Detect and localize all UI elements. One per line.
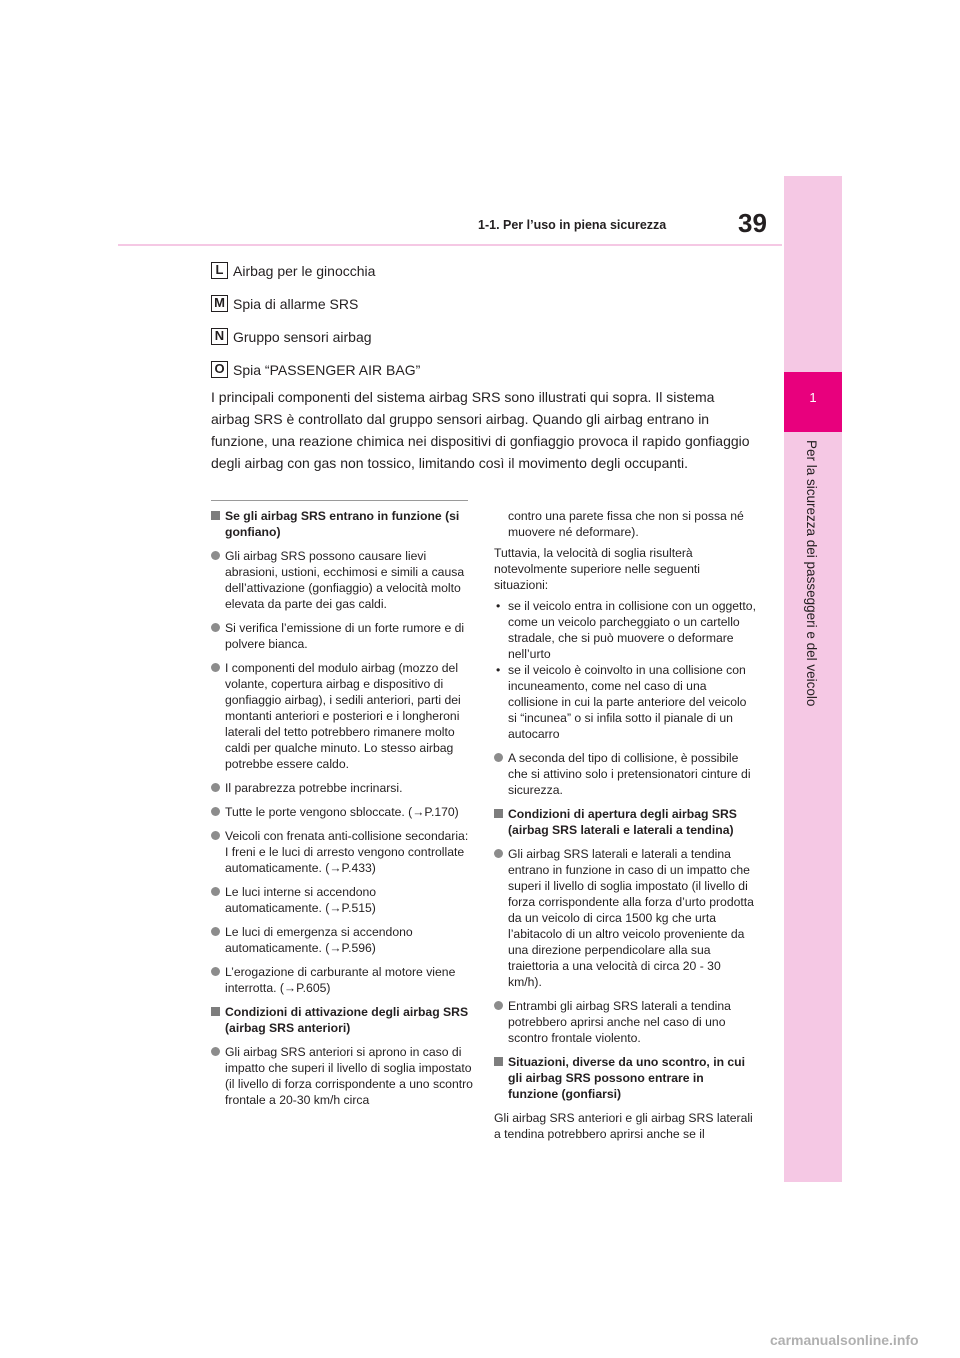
- note-heading: Situazioni, diverse da uno scontro, in cui gli airbag SRS possono entrare in funzione (gonfiarsi): [494, 1054, 756, 1102]
- dot-item: • se il veicolo è coinvolto in una collisione con incuneamento, come nel caso di una collisione in cui la parte anteriore del veicolo si “incunea” o si infila sotto il pianale di un autocarro: [494, 662, 756, 742]
- paragraph: Gli airbag SRS anteriori e gli airbag SRS laterali a tendina potrebbero aprirsi anche se il: [494, 1111, 753, 1141]
- note-bullet: Veicoli con frenata anti-collisione secondaria: I freni e le luci di arresto vengono controllate automaticamente. (→P.433): [211, 828, 473, 876]
- note-heading: Condizioni di apertura degli airbag SRS (airbag SRS laterali e laterali a tendina): [494, 806, 756, 838]
- section-title: 1-1. Per l’uso in piena sicurezza: [478, 218, 667, 232]
- note-heading: Condizioni di attivazione degli airbag SRS (airbag SRS anteriori): [211, 1004, 473, 1036]
- note-bullet: Il parabrezza potrebbe incrinarsi.: [211, 780, 473, 796]
- legend-label: Airbag per le ginocchia: [233, 262, 376, 279]
- legend-item: [211, 262, 375, 279]
- chapter-title: Per la sicurezza dei passeggeri e del veicolo: [804, 440, 819, 707]
- legend-letter: N: [211, 328, 228, 345]
- header-rule: [118, 244, 782, 246]
- note-bullet: Gli airbag SRS laterali e laterali a tendina entrano in funzione in caso di un impatto che superi il livello di soglia impostato (il livello di forza corrispondente alla forza d’urto prodotta da un veicolo di circa 1500 kg che urta l’abitacolo di un altro veicolo proveniente da una direzione perpendicolare alla sua traiettoria a una velocità di circa 20 - 30 km/h).: [494, 846, 756, 990]
- note-bullet: A seconda del tipo di collisione, è possibile che si attivino solo i pretensionatori cinture di sicurezza.: [494, 750, 756, 798]
- legend-item: [211, 361, 420, 378]
- legend-letter: O: [211, 361, 228, 378]
- note-bullet: I componenti del modulo airbag (mozzo del volante, copertura airbag e dispositivo di gonfiaggio airbag), i sedili anteriori, parti dei montanti anteriori e posteriori e i longheroni laterali del tetto potrebbero rimanere molto caldi per qualche minuto. Lo stesso airbag potrebbe essere caldo.: [211, 660, 473, 772]
- chapter-number: 1: [809, 390, 817, 405]
- legend-letter: M: [211, 295, 228, 312]
- legend-label: Spia “PASSENGER AIR BAG”: [233, 361, 421, 378]
- note-bullet: Le luci interne si accendono automaticamente. (→P.515): [211, 884, 473, 916]
- legend-label: Gruppo sensori airbag: [233, 328, 372, 345]
- legend-item: [211, 295, 358, 312]
- note-bullet: Gli airbag SRS anteriori si aprono in caso di impatto che superi il livello di soglia impostato (il livello di forza corrispondente a uno scontro frontale a 20-30 km/h circa: [211, 1044, 473, 1108]
- note-bullet: Le luci di emergenza si accendono automaticamente. (→P.596): [211, 924, 473, 956]
- legend-letter: L: [211, 262, 228, 279]
- right-column: [494, 508, 756, 1147]
- dot-item: • se il veicolo entra in collisione con un oggetto, come un veicolo parcheggiato o un cartello stradale, che si può muovere o deformare nell’urto: [494, 598, 756, 662]
- left-column: [211, 508, 473, 1116]
- intro-paragraph: I principali componenti del sistema airbag SRS sono illustrati qui sopra. Il sistema airbag SRS è controllato dal gruppo sensori airbag. Quando gli airbag entrano in funzione, una reazione chimica nei dispositivi di gonfiaggio provoca il rapido gonfiaggio degli airbag con gas non tossico, limitando così il movimento degli occupanti.: [211, 389, 750, 471]
- note-bullet: Si verifica l’emissione di un forte rumore e di polvere bianca.: [211, 620, 473, 652]
- section-divider: [211, 500, 468, 501]
- legend-item: [211, 328, 372, 345]
- paragraph: Tuttavia, la velocità di soglia risulterà notevolmente superiore nelle seguenti situazioni:: [494, 546, 700, 592]
- note-bullet: Tutte le porte vengono sbloccate. (→P.170): [211, 804, 473, 820]
- note-bullet: Entrambi gli airbag SRS laterali a tendina potrebbero aprirsi anche nel caso di uno scontro frontale violento.: [494, 998, 756, 1046]
- note-bullet: L’erogazione di carburante al motore viene interrotta. (→P.605): [211, 964, 473, 996]
- chapter-tab: [784, 372, 842, 432]
- note-heading: Se gli airbag SRS entrano in funzione (si gonfiano): [211, 508, 473, 540]
- watermark: carmanualsonline.info: [770, 1332, 919, 1348]
- note-bullet: Gli airbag SRS possono causare lievi abrasioni, ustioni, ecchimosi e simili a causa dell’attivazione (gonfiaggio) a velocità molto elevata da parte dei gas caldi.: [211, 548, 473, 612]
- continuation-text: contro una parete fissa che non si possa né muovere né deformare).: [508, 509, 744, 539]
- dot-list: [494, 598, 756, 742]
- legend-label: Spia di allarme SRS: [233, 295, 359, 312]
- page-number: 39: [738, 208, 767, 238]
